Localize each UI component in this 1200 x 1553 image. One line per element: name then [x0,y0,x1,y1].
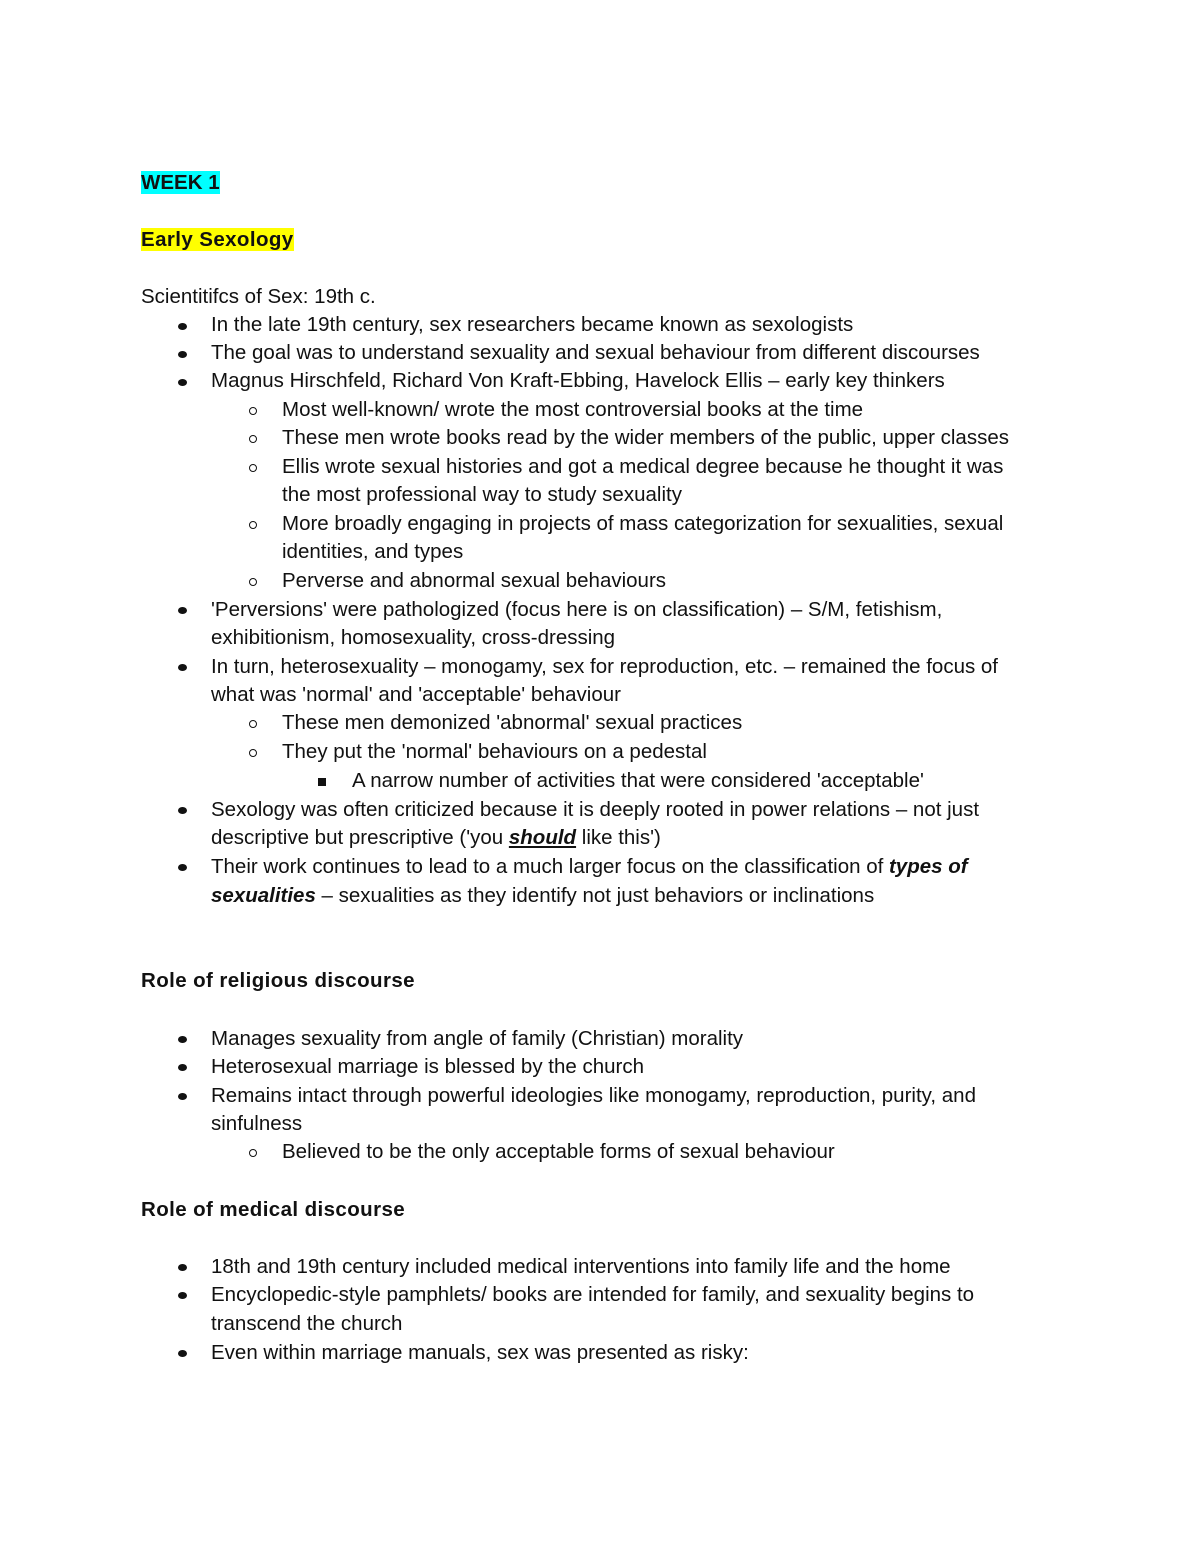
bullet-circle-icon [249,521,257,529]
list-item-continuation: transcend the church [211,1312,403,1335]
bullet-disc-icon [178,864,187,871]
bullet-disc-icon [178,323,187,330]
list-item: 'Perversions' were pathologized (focus here is on classification) – S/M, fetishism, [211,598,943,621]
list-item: Remains intact through powerful ideologies like monogamy, reproduction, purity, and [211,1084,976,1107]
list-item: Magnus Hirschfeld, Richard Von Kraft-Ebbing, Havelock Ellis – early key thinkers [211,369,945,392]
list-item-continuation: what was 'normal' and 'acceptable' behaviour [211,683,621,706]
list-item: In turn, heterosexuality – monogamy, sex for reproduction, etc. – remained the focus of [211,655,999,678]
section-heading-religious: Role of religious discourse [141,969,415,992]
bullet-disc-icon [178,1093,187,1100]
bullet-circle-icon [249,464,257,472]
bullet-disc-icon [178,807,187,814]
week-title [141,169,1160,198]
bullet-disc-icon [178,1264,187,1271]
list-item: Their work continues to lead to a much larger focus on the classification of types of [211,855,968,878]
bullet-circle-icon [249,435,257,443]
section-heading-early-sexology: Early Sexology [141,228,294,251]
emphasis-sexualities: sexualities [211,884,316,907]
list-item: Even within marriage manuals, sex was presented as risky: [211,1341,749,1364]
section-heading-medical: Role of medical discourse [141,1198,406,1221]
list-item-continuation: sexualities – sexualities as they identify not just behaviors or inclinations [211,884,875,907]
list-item-continuation: identities, and types [282,540,464,563]
list-item: Ellis wrote sexual histories and got a medical degree because he thought it was [282,455,1004,478]
intro-line: Scientitifcs of Sex: 19th c. [141,285,376,308]
list-item-continuation: sinfulness [211,1112,303,1135]
bullet-circle-icon [249,1149,257,1157]
list-item: More broadly engaging in projects of mass categorization for sexualities, sexual [282,512,1004,535]
bullet-disc-icon [178,1292,187,1299]
list-item: Sexology was often criticized because it is deeply rooted in power relations – not just [211,798,980,821]
list-item: The goal was to understand sexuality and sexual behaviour from different discourses [211,341,980,364]
list-item: 18th and 19th century included medical interventions into family life and the home [211,1255,951,1278]
list-item: In the late 19th century, sex researchers became known as sexologists [211,313,854,336]
list-item: Believed to be the only acceptable forms of sexual behaviour [282,1140,835,1163]
bullet-circle-icon [249,407,257,415]
bullet-square-icon [318,778,326,786]
list-item: These men demonized 'abnormal' sexual practices [282,711,743,734]
list-item: Most well-known/ wrote the most controversial books at the time [282,398,864,421]
list-item: These men wrote books read by the wider members of the public, upper classes [282,426,1009,449]
list-item-continuation: exhibitionism, homosexuality, cross-dressing [211,626,616,649]
bullet-circle-icon [249,578,257,586]
list-item: Encyclopedic-style pamphlets/ books are intended for family, and sexuality begins to [211,1283,975,1306]
bullet-disc-icon [178,1036,187,1043]
emphasis-types-of: types of [888,855,968,878]
bullet-disc-icon [178,1350,187,1357]
list-item: Manages sexuality from angle of family (Christian) morality [211,1027,744,1050]
week-label: WEEK 1 [141,171,220,194]
bullet-disc-icon [178,351,187,358]
bullet-disc-icon [178,664,187,671]
list-item: Perverse and abnormal sexual behaviours [282,569,667,592]
bullet-disc-icon [178,379,187,386]
bullet-circle-icon [249,749,257,757]
bullet-disc-icon [178,607,187,614]
bullet-disc-icon [178,1064,187,1071]
list-item-continuation: descriptive but prescriptive ('you should like this') [211,826,661,849]
emphasis-should: should [508,826,577,849]
list-item-continuation: the most professional way to study sexuality [282,483,682,506]
list-item: They put the 'normal' behaviours on a pedestal [282,740,707,763]
list-item: Heterosexual marriage is blessed by the church [211,1055,644,1078]
bullet-circle-icon [249,720,257,728]
list-item: A narrow number of activities that were considered 'acceptable' [352,769,924,792]
